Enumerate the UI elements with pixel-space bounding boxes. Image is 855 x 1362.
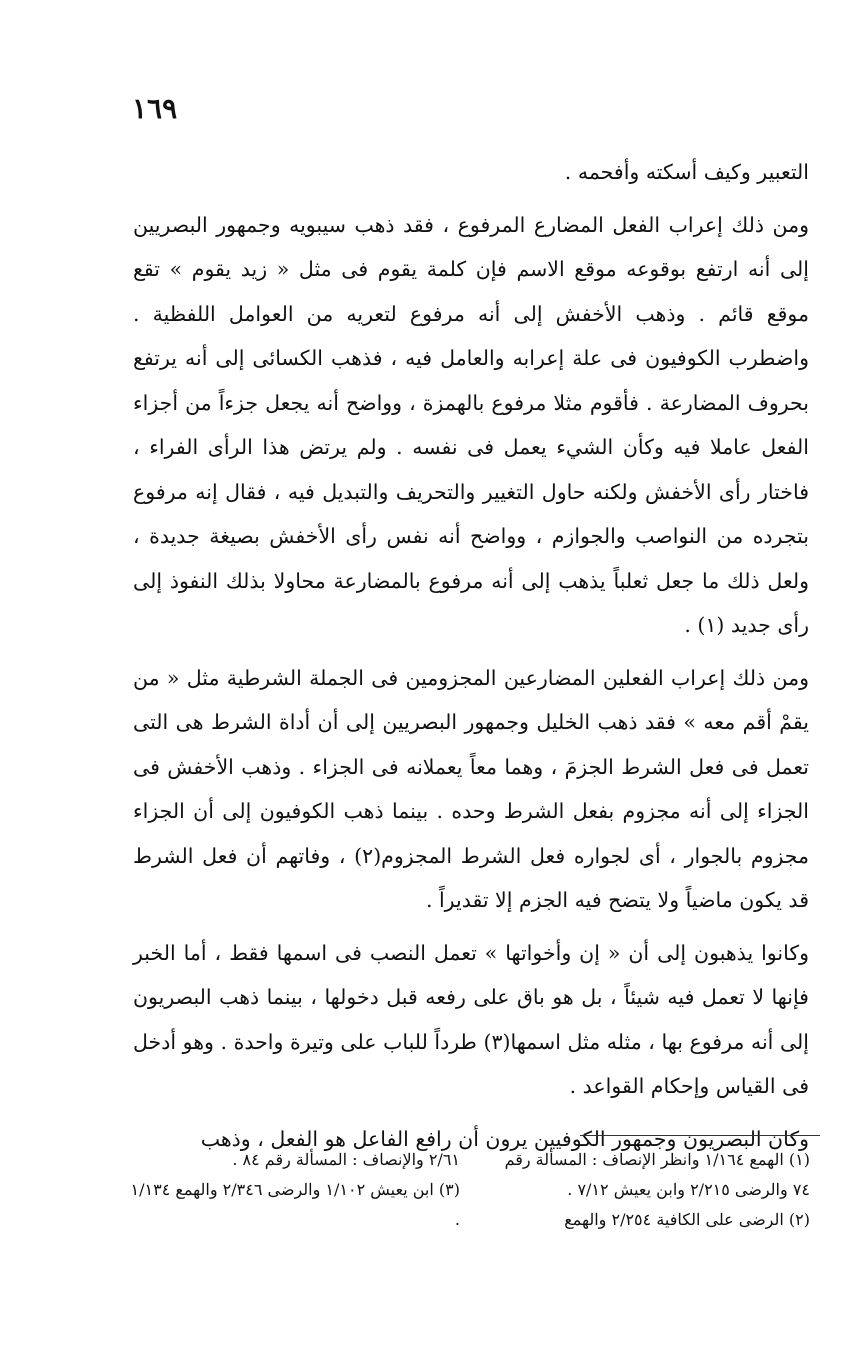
paragraph-1: التعبير وكيف أسكته وأفحمه . [564,160,809,184]
footnote-3: (٣) ابن يعيش ١/١٠٢ والرضى ٢/٣٤٦ والهمع ١/١٣٤ . [130,1180,460,1229]
body-text [133,150,809,1161]
footnotes-right-column [500,1145,810,1235]
footnotes-left-column [130,1145,460,1235]
page-number: ١٦٩ [132,92,178,125]
paragraph-3: ومن ذلك إعراب الفعلين المضارعين المجزومين فى الجملة الشرطية مثل « من يقمْ أقم معه » فقد ذهب الخليل وجمهور البصريين إلى أن أداة الشرط هى التى تعمل فى فعل الشرط الجزمَ ، وهما معاً يعملانه فى الجزاء . وذهب الأخفش فى الجزاء إلى أنه مجزوم بفعل الشرط وحده . بينما ذهب الكوفيون إلى أن الجزاء مجزوم بالجوار ، أى لجواره فعل الشرط المجزوم(٢) ، وفاتهم أن فعل الشرط قد يكون ماضياً ولا يتضح فيه الجزم إلا تقديراً . [133,665,809,912]
paragraph-2: ومن ذلك إعراب الفعل المضارع المرفوع ، فقد ذهب سيبويه وجمهور البصريين إلى أنه ارتفع بوقوعه موقع الاسم فإن كلمة يقوم فى مثل « زيد يقوم » تقع موقع قائم . وذهب الأخفش إلى أنه مرفوع لتعريه من العوامل اللفظية . واضطرب الكوفيون فى علة إعرابه والعامل فيه ، فذهب الكسائى إلى أنه يرتفع بحروف المضارعة . فأقوم مثلا مرفوع بالهمزة ، وواضح أنه يجعل جزءاً من أجزاء الفعل عاملا فيه وكأن الشيء يعمل فى نفسه . ولم يرتض هذا الرأى الفراء ، فاختار رأى الأخفش ولكنه حاول التغيير والتحريف والتبديل فيه ، فقال إنه مرفوع بتجرده من النواصب والجوازم ، وواضح أنه نفس رأى الأخفش بصيغة جديدة ، ولعل ذلك ما جعل ثعلباً يذهب إلى أنه مرفوع بالمضارعة محاولا بذلك النفوذ إلى رأى جديد (١) . [133,212,809,637]
footnote-divider [580,1135,820,1136]
paragraph-4: وكانوا يذهبون إلى أن « إن وأخواتها » تعمل النصب فى اسمها فقط ، أما الخبر فإنها لا تعمل فيه شيئاً ، بل هو باق على رفعه قبل دخولها ، بينما ذهب البصريون إلى أنه مرفوع بها ، مثله مثل اسمها(٣) طرداً للباب على وتيرة واحدة . وهو أدخل فى القياس وإحكام القواعد . [133,940,809,1098]
paragraph-5: وكان البصريون وجمهور الكوفيين يرون أن رافع الفاعل هو الفعل ، وذهب [200,1126,809,1151]
footnote-2: (٢) الرضى على الكافية ٢/٢٥٤ والهمع [564,1210,810,1229]
footnote-2-continued: ٢/٦١ والإنصاف : المسألة رقم ٨٤ . [232,1150,460,1169]
footnote-1: (١) الهمع ١/١٦٤ وانظر الإنصاف : المسألة رقم ٧٤ والرضى ٢/٢١٥ وابن يعيش ٧/١٢ . [504,1150,810,1199]
